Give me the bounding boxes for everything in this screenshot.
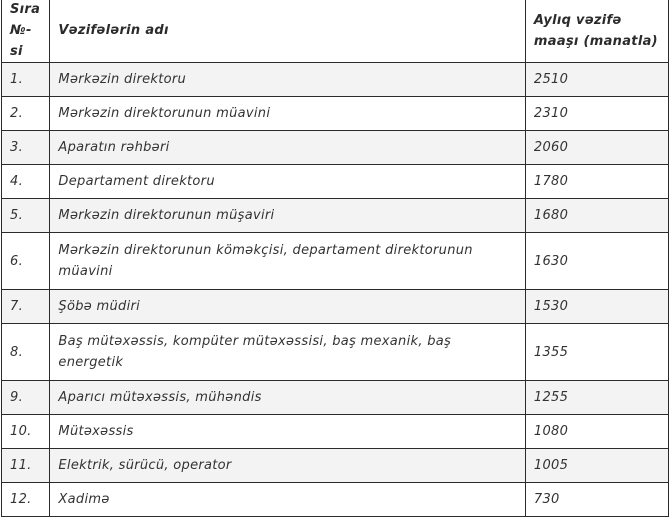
monthly-salary: 1680 [525, 199, 668, 233]
position-name: Şöbə müdiri [50, 290, 525, 324]
header-position-name: Vəzifələrin adı [50, 0, 525, 63]
row-number: 7. [2, 290, 50, 324]
table-row [2, 415, 669, 449]
table-body [2, 63, 669, 517]
position-name: Mütəxəssis [50, 415, 525, 449]
row-number: 9. [2, 381, 50, 415]
position-name: Mərkəzin direktoru [50, 63, 525, 97]
table-row [2, 97, 669, 131]
monthly-salary: 730 [525, 483, 668, 517]
monthly-salary: 1780 [525, 165, 668, 199]
row-number: 1. [2, 63, 50, 97]
monthly-salary: 1355 [525, 324, 668, 381]
table-row [2, 449, 669, 483]
position-name: Departament direktoru [50, 165, 525, 199]
row-number: 4. [2, 165, 50, 199]
row-number: 12. [2, 483, 50, 517]
row-number: 5. [2, 199, 50, 233]
position-name: Aparatın rəhbəri [50, 131, 525, 165]
monthly-salary: 1530 [525, 290, 668, 324]
header-number: Sıra №-si [2, 0, 50, 63]
row-number: 3. [2, 131, 50, 165]
row-number: 2. [2, 97, 50, 131]
table-header [2, 0, 669, 63]
table-row [2, 63, 669, 97]
monthly-salary: 1630 [525, 233, 668, 290]
salary-table [1, 0, 669, 517]
table-row [2, 199, 669, 233]
row-number: 10. [2, 415, 50, 449]
table-row [2, 131, 669, 165]
monthly-salary: 1255 [525, 381, 668, 415]
position-name: Mərkəzin direktorunun köməkçisi, departament direktorunun müavini [50, 233, 525, 290]
position-name: Mərkəzin direktorunun müavini [50, 97, 525, 131]
table-row [2, 165, 669, 199]
row-number: 8. [2, 324, 50, 381]
position-name: Elektrik, sürücü, operator [50, 449, 525, 483]
monthly-salary: 1005 [525, 449, 668, 483]
position-name: Mərkəzin direktorunun müşaviri [50, 199, 525, 233]
header-row [2, 0, 669, 63]
header-monthly-salary: Aylıq vəzifə maaşı (manatla) [525, 0, 668, 63]
monthly-salary: 2510 [525, 63, 668, 97]
monthly-salary: 2310 [525, 97, 668, 131]
monthly-salary: 2060 [525, 131, 668, 165]
table-row [2, 381, 669, 415]
position-name: Baş mütəxəssis, kompüter mütəxəssisi, baş mexanik, baş energetik [50, 324, 525, 381]
table-row [2, 233, 669, 290]
position-name: Xadimə [50, 483, 525, 517]
table-row [2, 324, 669, 381]
position-name: Aparıcı mütəxəssis, mühəndis [50, 381, 525, 415]
table-row [2, 290, 669, 324]
monthly-salary: 1080 [525, 415, 668, 449]
row-number: 6. [2, 233, 50, 290]
table-row [2, 483, 669, 517]
row-number: 11. [2, 449, 50, 483]
